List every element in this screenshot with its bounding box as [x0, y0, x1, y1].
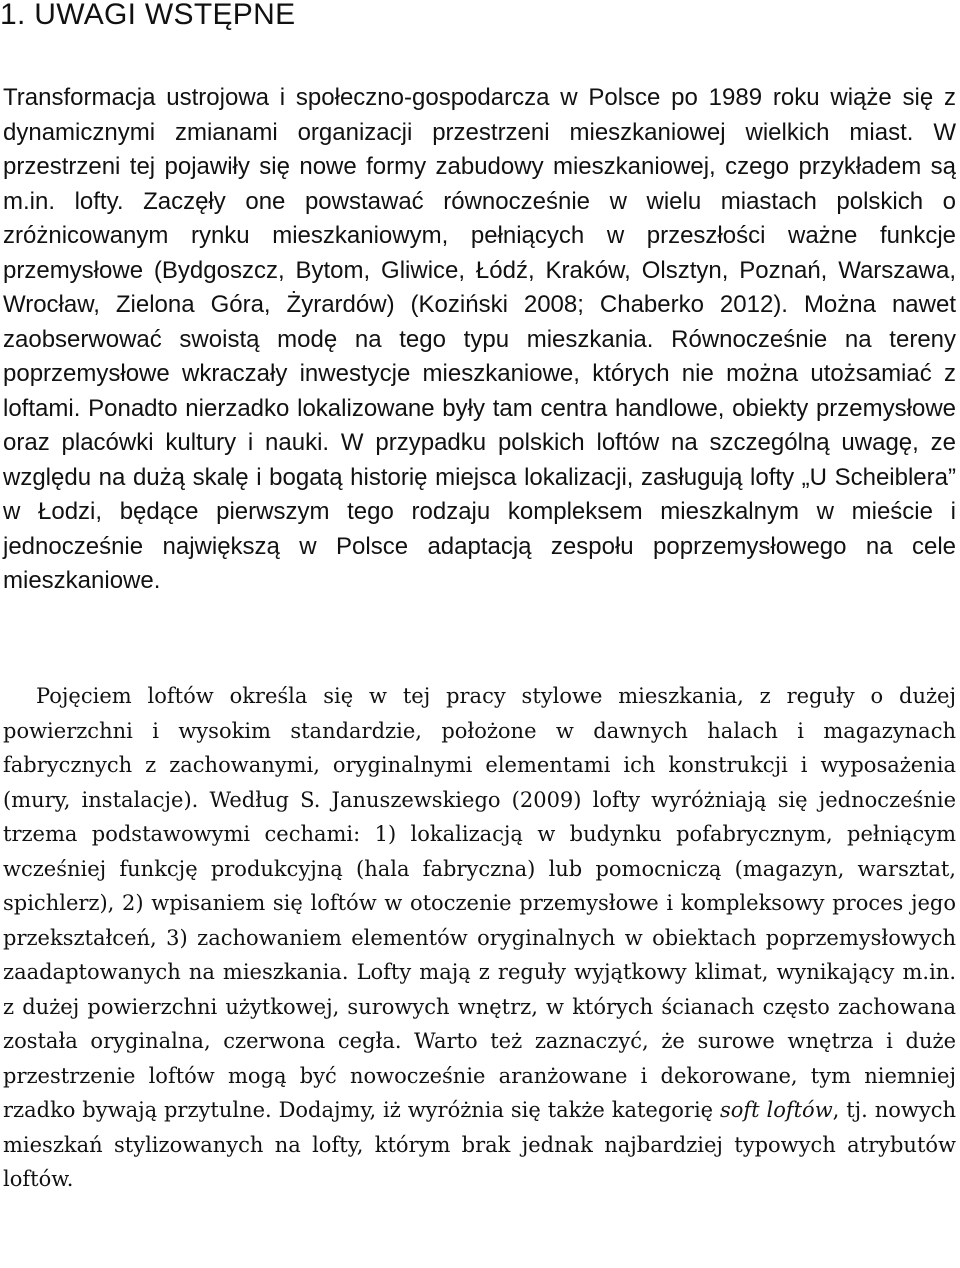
section-heading: 1. UWAGI WSTĘPNE	[0, 0, 296, 31]
sentence: Ponadto nierzadko lokalizowane były tam centra handlowe, obiekty przemysłowe oraz placówki kultury i nauki.	[3, 394, 956, 456]
sentence: , tj. nowych mieszkań stylizowanych na lofty, którym brak jednak najbardziej typowych atrybutów loftów.	[3, 1098, 956, 1191]
sentence: Transformacja ustrojowa i społeczno-gospodarcza w Polsce po 1989 roku wiąże się z dynamicznymi zmianami organizacji przestrzeni mieszkaniowej wielkich miast. W przestrzeni tej pojawiły się nowe formy zabudowy mieszkaniowej, czego przykładem są m.in. lofty.	[3, 84, 956, 215]
sentence: Równocześnie na tereny poprzemysłowe wkraczały inwestycje mieszkaniowe, których nie można utożsamiać z loftami.	[3, 325, 957, 422]
sentence: Zaczęły one powstawać równocześnie w wielu miastach polskich o zróżnicowanym rynku mieszkaniowym, pełniących w przeszłości ważne funkcje przemysłowe (Bydgoszcz, Bytom, Gliwice, Łódź, Kraków, Olsztyn, Poznań, Warszawa, Wrocław, Zielona Góra, Żyrardów) (Koziński 2008; Chaberko 2012). Można nawet zaobserwować swoistą modę na tego typu mieszkania.	[3, 187, 957, 353]
sentence: W przypadku polskich loftów na szczególną uwagę, ze względu na dużą skalę i bogatą historię miejsca lokalizacji, zasługują lofty „U Scheiblera” w Łodzi, będące pierwszym tego rodzaju kompleksem mieszkalnym w mieście i jednocześnie największą w Polsce adaptacją zespołu poprzemysłowego na cele mieszkaniowe.	[3, 429, 956, 594]
paragraph-intro	[3, 81, 956, 599]
italic-term: soft loftów	[719, 1098, 833, 1122]
sentence: Pojęciem loftów określa się w tej pracy stylowe mieszkania, z reguły o dużej powierzchni i wysokim standardzie, położone w dawnych halach i magazynach fabrycznych z zachowanymi, oryginalnymi elementami ich konstrukcji i wyposażenia (mury, instalacje). Według S. Januszewskiego (2009) lofty wyróżniają się jednocześnie trzema podstawowymi cechami: 1) lokalizacją w budynku pofabrycznym, pełniącym wcześniej funkcję produkcyjną (hala fabryczna) lub pomocniczą (magazyn, warsztat, spichlerz), 2) wpisaniem się loftów w otoczenie przemysłowe i kompleksowy proces jego przekształceń, 3) zachowaniem elementów oryginalnych w obiektach poprzemysłowych zaadaptowanych na mieszkania. Lofty mają z reguły wyjątkowy klimat, wynikający m.in. z dużej powierzchni użytkowej, surowych wnętrz, w których ścianach często zachowana została oryginalna, czerwona cegła. Warto też zaznaczyć, że surowe wnętrza i duże przestrzenie loftów mogą być nowocześnie aranżowane i dekorowane, tym niemniej rzadko bywają przytulne. Dodajmy, iż wyróżnia się także kategorię	[3, 684, 956, 1122]
paragraph-loft-definition	[3, 679, 956, 1197]
